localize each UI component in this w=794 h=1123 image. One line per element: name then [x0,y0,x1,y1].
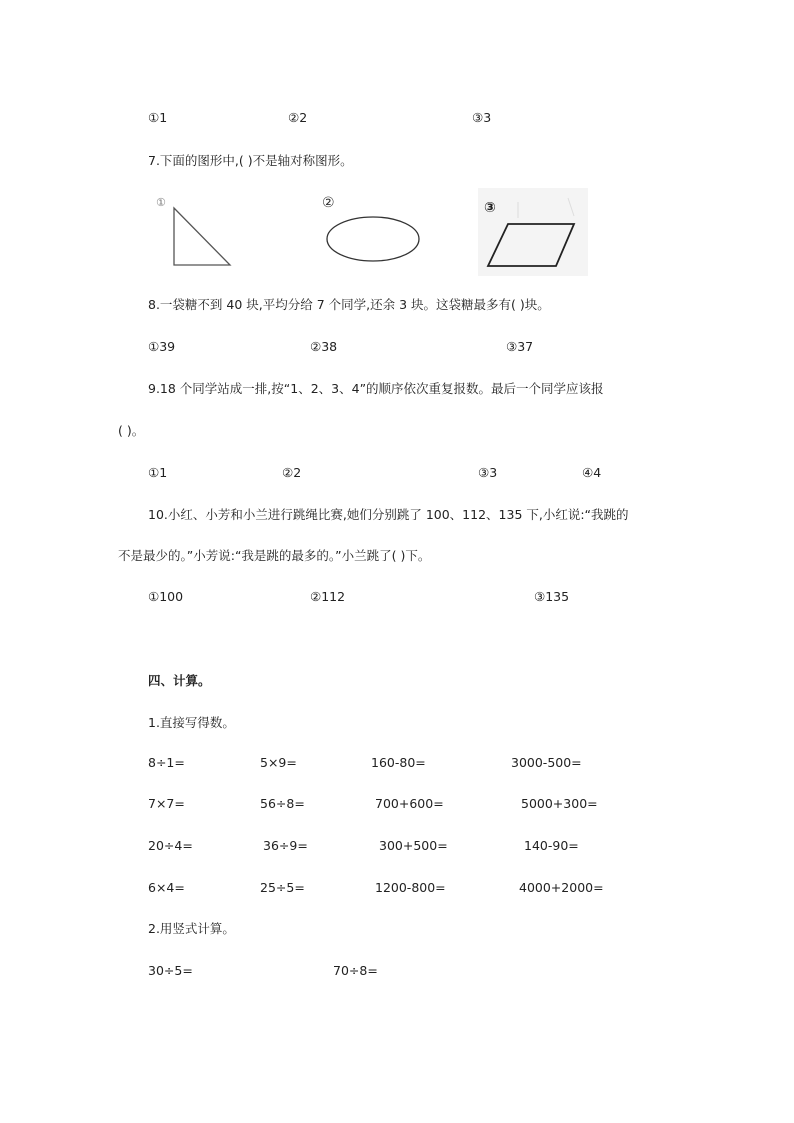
section4-part1-title: 1.直接写得数。 [148,715,235,730]
q10-option-3: ③135 [534,589,570,604]
q7-figure-label-2: ② [322,195,335,211]
calc-r4-c2: 25÷5= [260,880,305,895]
q7-figure-ellipse [318,190,438,270]
q6-option-1: ①1 [148,110,168,125]
calc-r3-c4: 140-90= [524,838,579,853]
q7-figure-label-3: ③ [484,200,496,216]
q7-figure-parallelogram-box [478,188,588,276]
calc-r2-c4: 5000+300= [521,796,598,811]
calc-r1-c4: 3000-500= [511,755,582,770]
q8-option-2: ②38 [310,339,338,354]
parallelogram-shape [488,224,574,266]
calc-r2-c1: 7×7= [148,796,185,811]
q6-option-2: ②2 [288,110,308,125]
calc-r4-c3: 1200-800= [375,880,446,895]
q9-question-line2: ( )。 [118,423,145,438]
q8-option-3: ③37 [506,339,534,354]
q7-question: 7.下面的图形中,( )不是轴对称图形。 [148,153,353,168]
q7-figure-parallelogram [478,188,588,276]
q9-option-2: ②2 [282,465,302,480]
q8-option-1: ①39 [148,339,176,354]
right-triangle-shape [174,208,230,265]
calc-r3-c3: 300+500= [379,838,448,853]
section4-heading: 四、计算。 [148,673,211,688]
section4-part2-title: 2.用竖式计算。 [148,921,235,936]
q10-question-line1: 10.小红、小芳和小兰进行跳绳比赛,她们分别跳了 100、112、135 下,小红说:“我跳的 [148,507,629,522]
q7-figure-label-1: ① [156,196,166,209]
vertical-calc-1: 30÷5= [148,963,193,978]
q9-option-3: ③3 [478,465,498,480]
calc-r1-c1: 8÷1= [148,755,185,770]
calc-r4-c4: 4000+2000= [519,880,604,895]
q10-question-line2: 不是最少的。”小芳说:“我是跳的最多的。”小兰跳了( )下。 [118,548,431,563]
calc-r3-c1: 20÷4= [148,838,193,853]
q9-option-1: ①1 [148,465,168,480]
q9-option-4: ④4 [582,465,602,480]
q9-question-line1: 9.18 个同学站成一排,按“1、2、3、4”的顺序依次重复报数。最后一个同学应该报 [148,381,604,396]
q10-option-1: ①100 [148,589,184,604]
calc-r2-c3: 700+600= [375,796,444,811]
calc-r4-c1: 6×4= [148,880,185,895]
q6-option-3: ③3 [472,110,492,125]
q8-question: 8.一袋糖不到 40 块,平均分给 7 个同学,还余 3 块。这袋糖最多有( )块。 [148,297,550,312]
q10-option-2: ②112 [310,589,346,604]
calc-r2-c2: 56÷8= [260,796,305,811]
q7-figure-triangle [150,190,250,270]
calc-r1-c3: 160-80= [371,755,426,770]
ellipse-shape [327,217,419,261]
vertical-calc-2: 70÷8= [333,963,378,978]
calc-r1-c2: 5×9= [260,755,297,770]
calc-r3-c2: 36÷9= [263,838,308,853]
